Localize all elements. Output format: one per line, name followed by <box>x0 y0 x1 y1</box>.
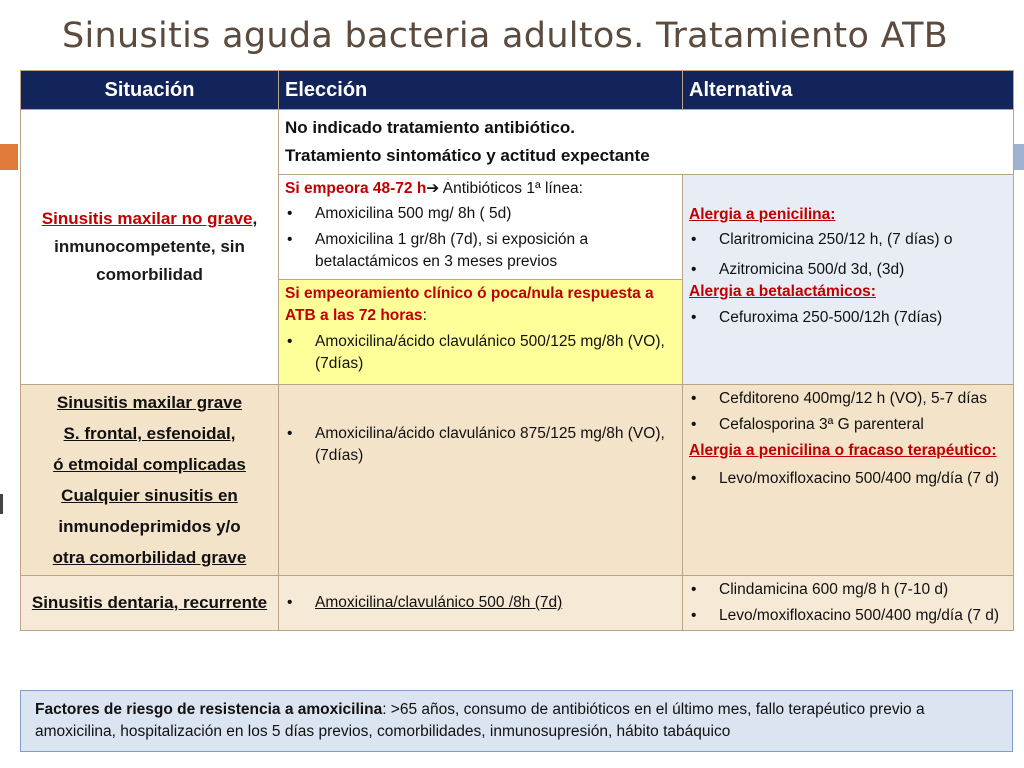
situacion-row3-text: Sinusitis dentaria, recurrente <box>31 593 268 612</box>
list-item: • Amoxicilina/clavulánico 500 /8h (7d) <box>285 592 676 614</box>
empeoramiento-list <box>285 331 676 375</box>
list-item: • Amoxicilina 1 gr/8h (7d), si exposición a betalactámicos en 3 meses previos <box>285 229 676 273</box>
alergia-fracaso-list <box>689 468 1007 490</box>
header-eleccion: Elección <box>279 71 683 110</box>
situacion-line: S. frontal, esfenoidal, <box>63 424 236 443</box>
note-colon: : <box>382 701 387 718</box>
empeora-list <box>285 203 676 273</box>
situacion-line: Cualquier sinusitis en <box>61 486 238 505</box>
table-header-row <box>21 71 1014 110</box>
cell-situacion-row2 <box>21 385 279 576</box>
treatment-table <box>20 70 1014 631</box>
cell-eleccion-row3 <box>279 576 683 631</box>
empeoramiento-heading <box>285 283 676 327</box>
empeoramiento-colon: : <box>422 307 427 324</box>
situacion-line: otra comorbilidad grave <box>52 548 247 567</box>
list-item: • Claritromicina 250/12 h, (7 días) o <box>689 229 1007 251</box>
table-row <box>21 576 1014 631</box>
situacion-line: Sinusitis maxilar grave <box>56 393 243 412</box>
alergia-fracaso-label: Alergia a penicilina o fracaso terapéutico: <box>689 442 997 459</box>
cell-eleccion-row2 <box>279 385 683 576</box>
alergia-penicilina-label: Alergia a penicilina: <box>689 206 836 223</box>
no-indicado-line1: No indicado tratamiento antibiótico. <box>285 118 575 137</box>
cell-alternativa-row3 <box>683 576 1014 631</box>
no-indicado-line2: Tratamiento sintomático y actitud expectante <box>285 146 650 165</box>
list-item: • Azitromicina 500/d 3d, (3d) <box>689 259 1007 281</box>
alergia-betalactamicos-list <box>689 307 1007 329</box>
situacion-line: ó etmoidal complicadas <box>53 455 246 474</box>
cell-si-empeoramiento <box>279 280 683 385</box>
empeora-label: Si empeora 48-72 h <box>285 180 427 197</box>
alergia-penicilina-list <box>689 229 1007 281</box>
cell-si-empeora <box>279 175 683 280</box>
list-item: • Levo/moxifloxacino 500/400 mg/día (7 d) <box>689 468 1007 490</box>
accent-bar-left <box>0 144 18 170</box>
slide-title: Sinusitis aguda bacteria adultos. Tratamiento ATB <box>62 16 949 56</box>
cell-alternativa-row2 <box>683 385 1014 576</box>
list-item: • Amoxicilina/ácido clavulánico 875/125 mg/8h (VO), (7días) <box>285 423 676 467</box>
header-situacion: Situación <box>21 71 279 110</box>
eleccion-list <box>285 423 676 467</box>
table-row <box>21 110 1014 175</box>
list-item: • Cefuroxima 250-500/12h (7días) <box>689 307 1007 329</box>
list-item: • Levo/moxifloxacino 500/400 mg/día (7 d) <box>689 605 1007 627</box>
arrow-right-icon: ➔ <box>426 180 440 197</box>
table-row <box>21 385 1014 576</box>
note-text: >65 años, consumo de antibióticos en el último mes, fallo terapéutico previo a amoxicilina, hospitalización en los 5 días previos, comorbilidades, inmunosupresión, hábito tabáquico <box>35 701 925 740</box>
list-item: • Cefalosporina 3ª G parenteral <box>689 414 1007 436</box>
note-label: Factores de riesgo de resistencia a amoxicilina <box>35 701 383 718</box>
cell-situacion-row1 <box>21 110 279 385</box>
empeora-rest: Antibióticos 1ª línea: <box>439 180 583 197</box>
alternativa-list <box>689 579 1007 627</box>
list-item: • Amoxicilina 500 mg/ 8h ( 5d) <box>285 203 676 225</box>
accent-mark-left <box>0 494 3 514</box>
list-item: • Cefditoreno 400mg/12 h (VO), 5-7 días <box>689 388 1007 410</box>
empeoramiento-label: Si empeoramiento clínico ó poca/nula respuesta a ATB a las 72 horas <box>285 285 654 324</box>
alternativa-list <box>689 388 1007 436</box>
risk-factors-note <box>20 690 1013 752</box>
list-item: • Amoxicilina/ácido clavulánico 500/125 mg/8h (VO), (7días) <box>285 331 676 375</box>
situacion-rest: , inmunocompetente, sin comorbilidad <box>54 209 258 284</box>
header-alternativa: Alternativa <box>683 71 1014 110</box>
situacion-highlight: Sinusitis maxilar no grave <box>41 209 253 228</box>
list-item: • Clindamicina 600 mg/8 h (7-10 d) <box>689 579 1007 601</box>
eleccion-list <box>285 592 676 614</box>
alergia-betalactamicos-label: Alergia a betalactámicos: <box>689 283 876 300</box>
empeora-heading <box>285 178 676 200</box>
cell-alternativa-row1 <box>683 175 1014 385</box>
cell-no-indicado <box>279 110 1014 175</box>
cell-situacion-row3 <box>21 576 279 631</box>
accent-bar-right <box>1014 144 1024 170</box>
situacion-line: inmunodeprimidos y/o <box>58 517 241 536</box>
